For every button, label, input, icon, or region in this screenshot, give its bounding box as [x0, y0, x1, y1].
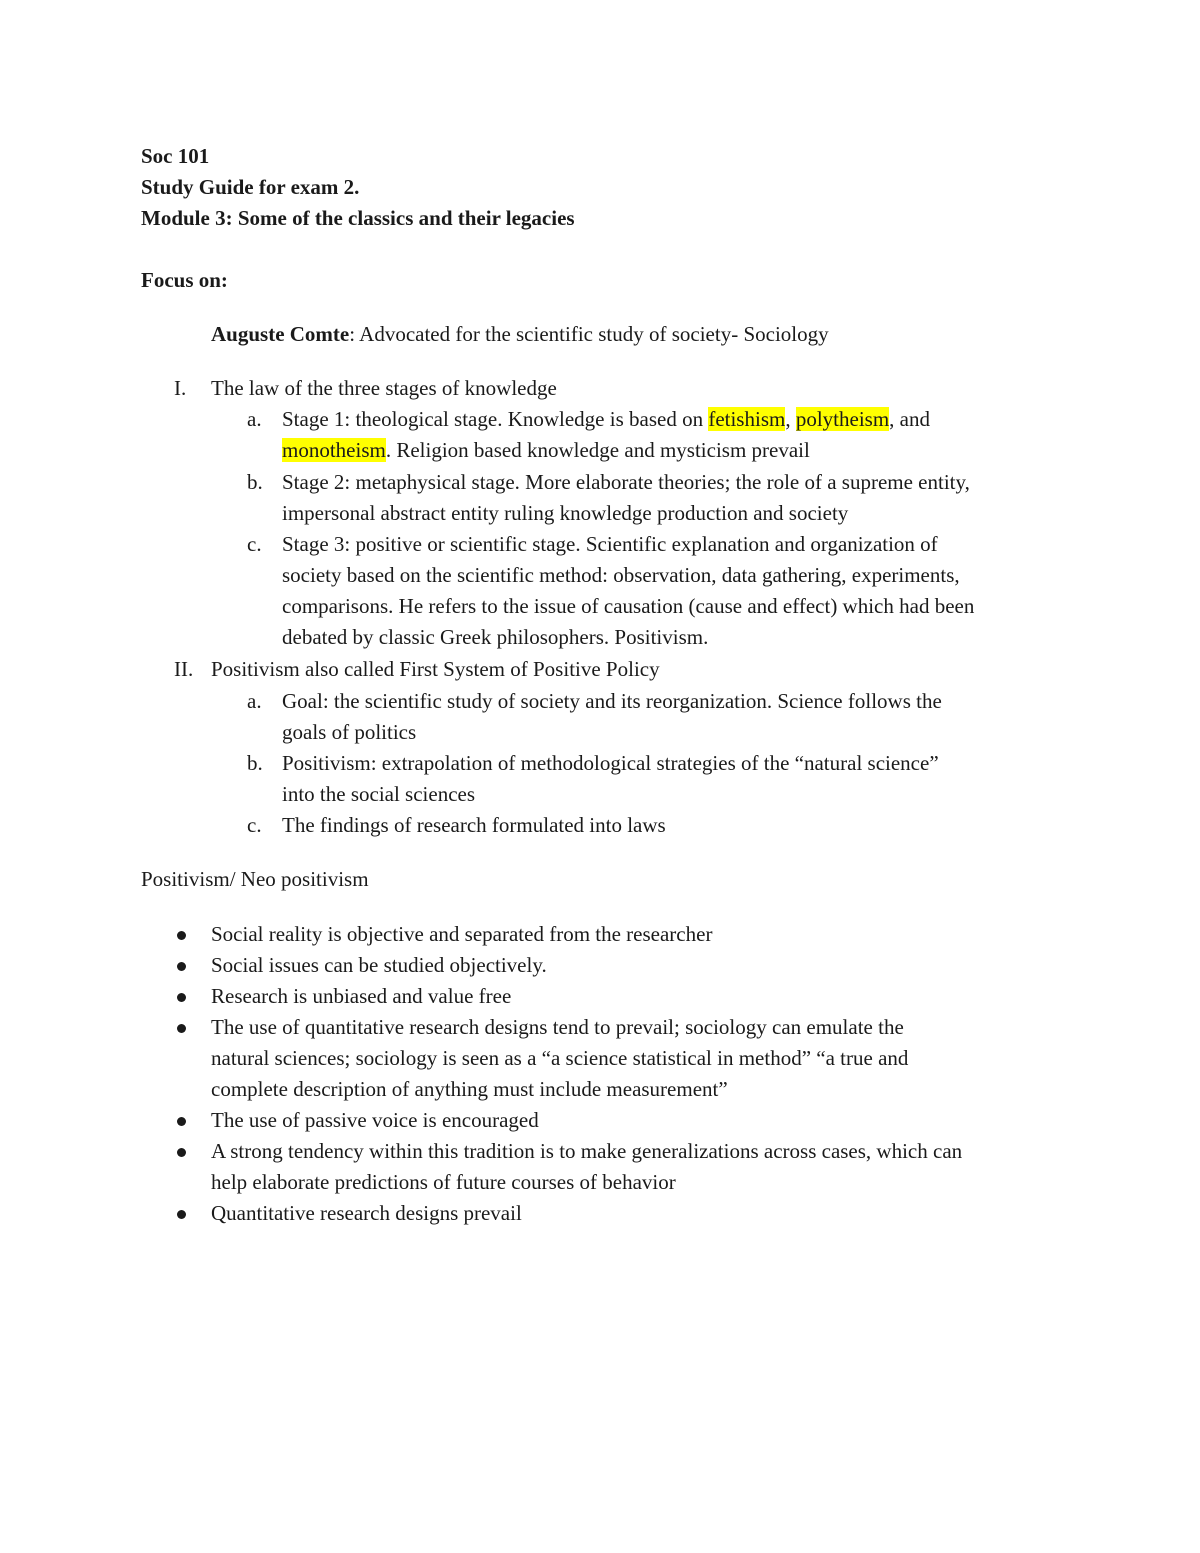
course-title: Soc 101 — [141, 144, 210, 168]
stage-3-line-4: debated by classic Greek philosophers. Positivism. — [282, 625, 709, 649]
stage-1-text: Stage 1: theological stage. Knowledge is based on — [282, 407, 709, 431]
goal-marker: a. — [247, 689, 262, 713]
bullet-item-line: The use of passive voice is encouraged — [211, 1108, 539, 1132]
bullet-icon — [177, 962, 186, 971]
comte-description: : Advocated for the scientific study of society- Sociology — [349, 322, 829, 346]
section-2-marker: II. — [174, 657, 194, 681]
separator: , and — [889, 407, 930, 431]
bullet-icon — [177, 1024, 186, 1033]
stage-1-text: . Religion based knowledge and mysticism prevail — [385, 438, 810, 462]
stage-3-line-2: society based on the scientific method: observation, data gathering, experiments, — [282, 563, 960, 587]
bullet-item-line: The use of quantitative research designs tend to prevail; sociology can emulate the — [211, 1015, 904, 1039]
stage-2-marker: b. — [247, 470, 263, 494]
highlight-polytheism: polytheism — [795, 407, 890, 431]
positivism-heading: Positivism/ Neo positivism — [141, 867, 369, 891]
bullet-item-line: natural sciences; sociology is seen as a “a science statistical in method” “a true and — [211, 1046, 909, 1070]
section-2-title: Positivism also called First System of Positive Policy — [211, 657, 660, 681]
bullet-icon — [177, 1210, 186, 1219]
comte-name: Auguste Comte — [211, 322, 350, 346]
highlight-fetishism: fetishism — [708, 407, 786, 431]
stage-2-line-2: impersonal abstract entity ruling knowledge production and society — [282, 501, 849, 525]
focus-label: Focus on: — [141, 268, 228, 292]
bullet-icon — [177, 931, 186, 940]
stage-3-line-1: Stage 3: positive or scientific stage. Scientific explanation and organization of — [282, 532, 938, 556]
bullet-item-line: A strong tendency within this tradition is to make generalizations across cases, which can — [211, 1139, 963, 1163]
stage-1-line-1 — [282, 404, 930, 435]
comte-line — [211, 319, 829, 350]
bullet-item-line: help elaborate predictions of future courses of behavior — [211, 1170, 676, 1194]
bullet-icon — [177, 993, 186, 1002]
bullet-item-line: Social reality is objective and separated from the researcher — [211, 922, 713, 946]
stage-1-marker: a. — [247, 407, 262, 431]
stage-2-line-1: Stage 2: metaphysical stage. More elaborate theories; the role of a supreme entity, — [282, 470, 970, 494]
bullet-item-line: Social issues can be studied objectively. — [211, 953, 547, 977]
guide-title: Study Guide for exam 2. — [141, 175, 360, 199]
goal-line-2: goals of politics — [282, 720, 417, 744]
positivism-def-line-1: Positivism: extrapolation of methodological strategies of the “natural science” — [282, 751, 939, 775]
highlight-monotheism: monotheism — [282, 438, 386, 462]
findings-marker: c. — [247, 813, 262, 837]
findings-line: The findings of research formulated into laws — [282, 813, 666, 837]
goal-line-1: Goal: the scientific study of society and its reorganization. Science follows the — [282, 689, 942, 713]
module-title: Module 3: Some of the classics and their legacies — [141, 206, 575, 230]
positivism-def-marker: b. — [247, 751, 263, 775]
bullet-item-line: Quantitative research designs prevail — [211, 1201, 522, 1225]
stage-3-marker: c. — [247, 532, 262, 556]
section-1-title: The law of the three stages of knowledge — [211, 376, 557, 400]
bullet-icon — [177, 1148, 186, 1157]
section-1-marker: I. — [174, 376, 187, 400]
stage-1-line-2 — [282, 435, 810, 466]
bullet-item-line: complete description of anything must include measurement” — [211, 1077, 728, 1101]
bullet-icon — [177, 1117, 186, 1126]
stage-3-line-3: comparisons. He refers to the issue of causation (cause and effect) which had been — [282, 594, 975, 618]
positivism-def-line-2: into the social sciences — [282, 782, 476, 806]
bullet-item-line: Research is unbiased and value free — [211, 984, 512, 1008]
separator: , — [785, 407, 796, 431]
